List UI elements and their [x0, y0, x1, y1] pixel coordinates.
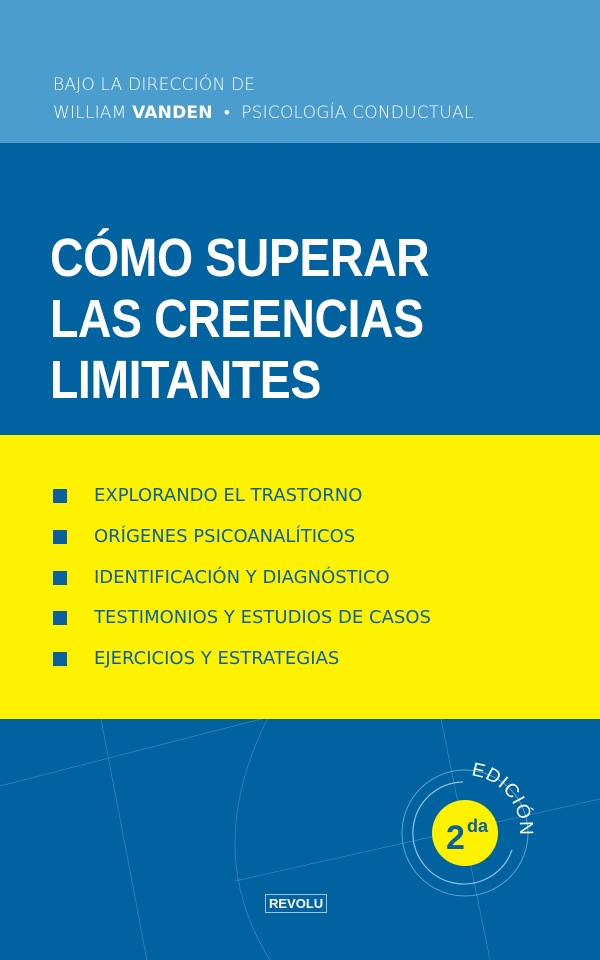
edition-label: EDICIÓN [469, 759, 537, 837]
book-title [50, 228, 429, 411]
title-line: CÓMO SUPERAR [50, 228, 430, 288]
topic-item [53, 567, 390, 588]
square-bullet-icon [53, 571, 67, 585]
topic-label: EJERCICIOS Y ESTRATEGIAS [94, 648, 340, 669]
edition-badge [380, 745, 550, 915]
bullet: • [223, 103, 231, 123]
edition-circle [432, 800, 498, 866]
topic-label: EXPLORANDO EL TRASTORNO [94, 485, 363, 506]
top-band [0, 0, 600, 143]
author-series-line [53, 103, 474, 123]
square-bullet-icon [53, 611, 67, 625]
square-bullet-icon [53, 652, 67, 666]
topic-label: TESTIMONIOS Y ESTUDIOS DE CASOS [94, 607, 431, 628]
title-line: LIMITANTES [50, 350, 321, 410]
topic-item [53, 526, 355, 547]
square-bullet-icon [53, 489, 67, 503]
edition-number: 2 [446, 819, 465, 857]
edition-suffix: da [467, 816, 489, 836]
direction-label: BAJO LA DIRECCIÓN DE [53, 75, 256, 95]
topic-item [53, 648, 339, 669]
square-bullet-icon [53, 530, 67, 544]
author-last: VANDEN [132, 103, 213, 123]
topic-item [53, 485, 362, 506]
publisher-logo: REVOLU [265, 894, 327, 913]
topic-label: ORÍGENES PSICOANALÍTICOS [94, 526, 356, 547]
series-name: PSICOLOGÍA CONDUCTUAL [241, 103, 474, 123]
author-first: WILLIAM [53, 103, 127, 123]
title-line: LAS CREENCIAS [50, 289, 424, 349]
topic-label: IDENTIFICACIÓN Y DIAGNÓSTICO [94, 567, 390, 588]
topic-item [53, 607, 431, 628]
